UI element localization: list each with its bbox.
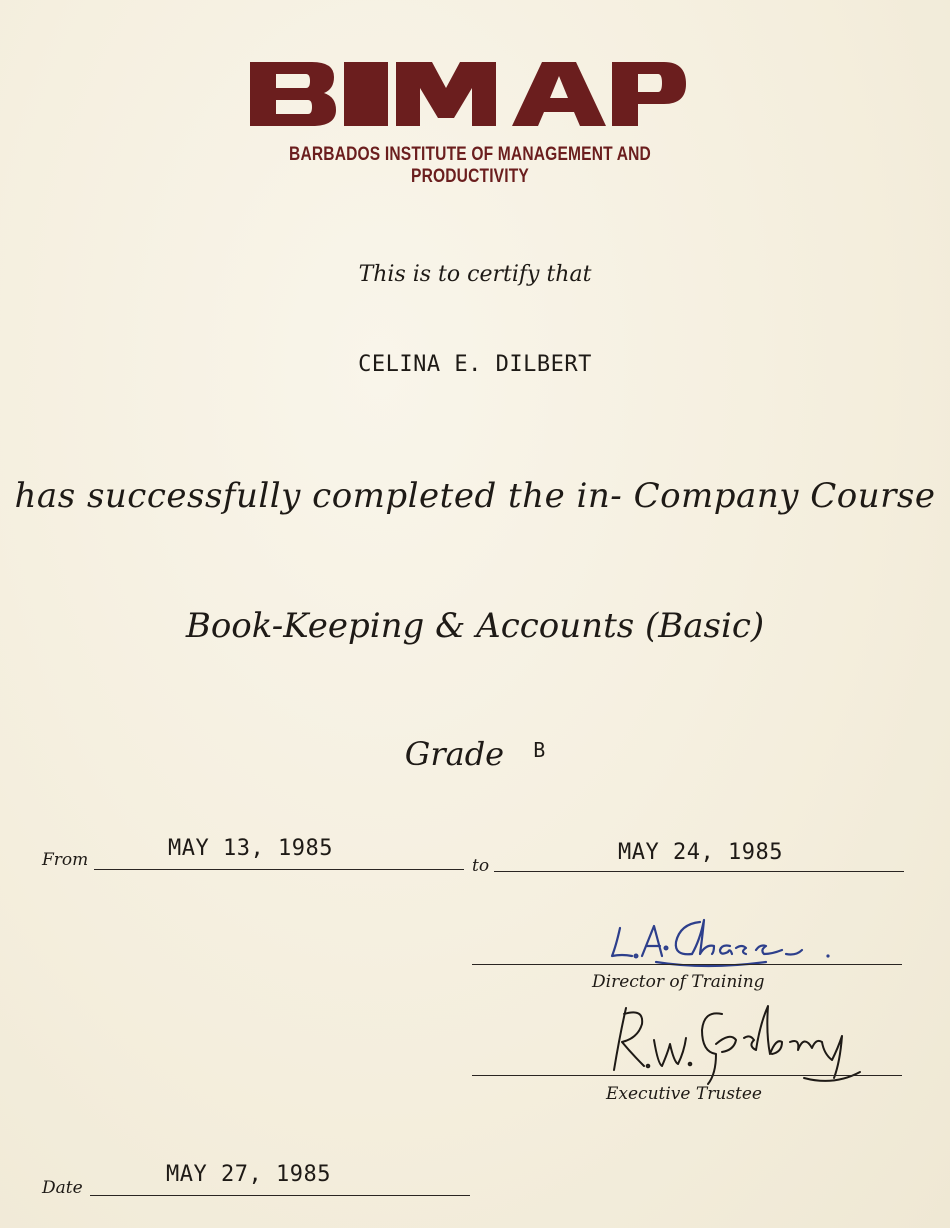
course-name: Book-Keeping & Accounts (Basic) bbox=[185, 606, 765, 646]
director-signature bbox=[596, 910, 856, 972]
institute-name: BARBADOS INSTITUTE OF MANAGEMENT AND PRODUCTIVITY bbox=[289, 144, 651, 187]
date-label: Date bbox=[42, 1178, 83, 1198]
trustee-line bbox=[472, 1075, 902, 1076]
date-line bbox=[90, 1195, 470, 1196]
to-date: MAY 24, 1985 bbox=[618, 840, 783, 865]
director-line bbox=[472, 964, 902, 965]
recipient-name: CELINA E. DILBERT bbox=[358, 352, 592, 377]
issue-date: MAY 27, 1985 bbox=[166, 1162, 331, 1187]
to-label: to bbox=[472, 856, 490, 876]
bimap-logo bbox=[250, 62, 686, 126]
grade-label: Grade bbox=[404, 735, 505, 773]
from-line bbox=[94, 869, 464, 870]
from-date: MAY 13, 1985 bbox=[168, 836, 333, 861]
certify-intro: This is to certify that bbox=[358, 262, 592, 287]
to-line bbox=[494, 871, 904, 872]
from-label: From bbox=[42, 850, 89, 870]
grade-row bbox=[0, 735, 950, 773]
grade-value: B bbox=[533, 738, 546, 762]
director-title: Director of Training bbox=[592, 972, 765, 992]
trustee-title: Executive Trustee bbox=[606, 1084, 762, 1104]
completion-statement: has successfully completed the in- Company Course bbox=[14, 476, 936, 516]
